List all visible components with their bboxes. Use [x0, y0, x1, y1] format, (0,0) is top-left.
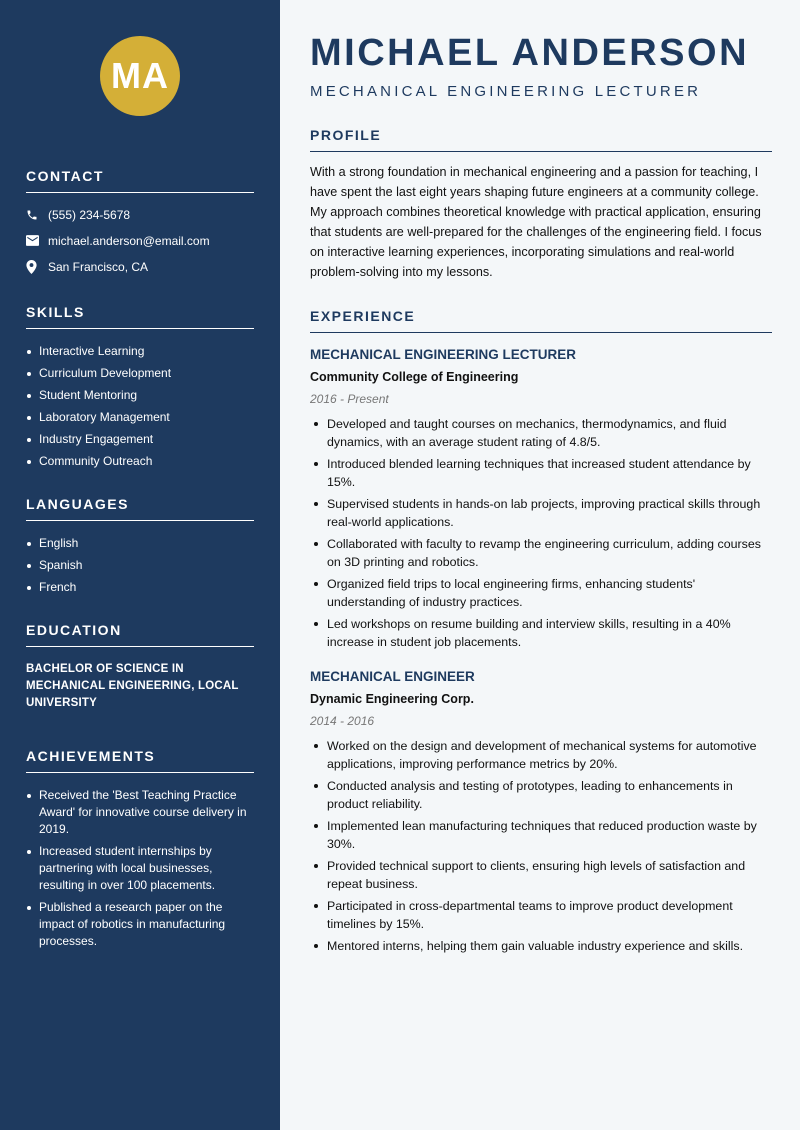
job-bullet: Mentored interns, helping them gain valuable industry experience and skills.	[310, 937, 772, 955]
skills-list	[26, 343, 254, 470]
language-item: Spanish	[26, 557, 254, 574]
skills-title: SKILLS	[26, 304, 254, 329]
education-degree: BACHELOR OF SCIENCE IN MECHANICAL ENGINEERING, LOCAL UNIVERSITY	[26, 663, 239, 709]
education-title: EDUCATION	[26, 622, 254, 647]
contact-email	[26, 233, 254, 248]
job-company: Dynamic Engineering Corp.	[310, 691, 474, 706]
candidate-role: MECHANICAL ENGINEERING LECTURER	[310, 83, 702, 100]
contact-phone	[26, 207, 254, 222]
job-dates: 2016 - Present	[310, 391, 389, 406]
sidebar	[0, 0, 280, 1130]
contact-section	[26, 168, 254, 274]
achievements-section	[26, 748, 254, 950]
language-item: French	[26, 579, 254, 596]
avatar	[100, 36, 180, 116]
education-section	[26, 622, 254, 712]
language-item: English	[26, 535, 254, 552]
languages-section	[26, 496, 254, 596]
avatar-initials: MA	[111, 55, 169, 96]
contact-location	[26, 259, 254, 274]
location-pin-icon	[26, 260, 48, 274]
contact-title: CONTACT	[26, 168, 254, 193]
languages-list	[26, 535, 254, 596]
experience-section	[310, 308, 772, 955]
job-bullet: Organized field trips to local engineering firms, enhancing students' understanding of industry practices.	[310, 575, 772, 611]
job-entry	[310, 669, 772, 955]
skill-item: Laboratory Management	[26, 409, 254, 426]
candidate-name: MICHAEL ANDERSON	[310, 32, 750, 74]
email-icon	[26, 235, 48, 246]
achievements-list	[26, 787, 254, 950]
achievements-title: ACHIEVEMENTS	[26, 748, 254, 773]
profile-section	[310, 127, 772, 283]
job-title: MECHANICAL ENGINEER	[310, 668, 475, 684]
skill-item: Community Outreach	[26, 453, 254, 470]
phone-text: (555) 234-5678	[48, 207, 131, 222]
achievement-item: Published a research paper on the impact of robotics in manufacturing processes.	[26, 899, 254, 950]
job-bullet: Provided technical support to clients, ensuring high levels of satisfaction and repeat business.	[310, 857, 772, 893]
job-bullet: Supervised students in hands-on lab projects, improving practical skills through real-world applications.	[310, 495, 772, 531]
job-company: Community College of Engineering	[310, 369, 519, 384]
phone-icon	[26, 209, 48, 221]
languages-title: LANGUAGES	[26, 496, 254, 521]
skill-item: Interactive Learning	[26, 343, 254, 360]
skills-section	[26, 304, 254, 470]
job-dates: 2014 - 2016	[310, 713, 375, 728]
job-bullet: Participated in cross-departmental teams to improve product development timelines by 15%.	[310, 897, 772, 933]
job-bullet: Conducted analysis and testing of prototypes, leading to enhancements in product reliability.	[310, 777, 772, 813]
skill-item: Student Mentoring	[26, 387, 254, 404]
achievement-item: Received the 'Best Teaching Practice Award' for innovative course delivery in 2019.	[26, 787, 254, 838]
job-bullets	[310, 415, 772, 651]
profile-text: With a strong foundation in mechanical engineering and a passion for teaching, I have spent the last eight years shaping future engineers at a community college. My approach combines theoretical knowledge with practical application, ensuring that students are well-prepared for the challenges of the engineering field. I focus on interactive learning experiences, incorporating simulations and real-world problem-solving into my lessons.	[310, 165, 762, 280]
job-title: MECHANICAL ENGINEERING LECTURER	[310, 346, 577, 362]
location-text: San Francisco, CA	[48, 259, 149, 274]
achievement-item: Increased student internships by partnering with local businesses, resulting in over 100 placements.	[26, 843, 254, 894]
skill-item: Industry Engagement	[26, 431, 254, 448]
experience-title: EXPERIENCE	[310, 308, 772, 333]
job-bullet: Worked on the design and development of mechanical systems for automotive applications, improving performance metrics by 20%.	[310, 737, 772, 773]
job-bullet: Collaborated with faculty to revamp the engineering curriculum, adding courses on 3D printing and robotics.	[310, 535, 772, 571]
skill-item: Curriculum Development	[26, 365, 254, 382]
job-bullets	[310, 737, 772, 955]
job-bullet: Led workshops on resume building and interview skills, resulting in a 40% increase in student job placements.	[310, 615, 772, 651]
job-bullet: Implemented lean manufacturing techniques that reduced production waste by 30%.	[310, 817, 772, 853]
job-bullet: Developed and taught courses on mechanics, thermodynamics, and fluid dynamics, with an average student rating of 4.8/5.	[310, 415, 772, 451]
email-text[interactable]: michael.anderson@email.com	[48, 233, 210, 248]
main-content	[310, 32, 772, 959]
profile-title: PROFILE	[310, 127, 772, 152]
job-entry	[310, 347, 772, 651]
job-bullet: Introduced blended learning techniques that increased student attendance by 15%.	[310, 455, 772, 491]
